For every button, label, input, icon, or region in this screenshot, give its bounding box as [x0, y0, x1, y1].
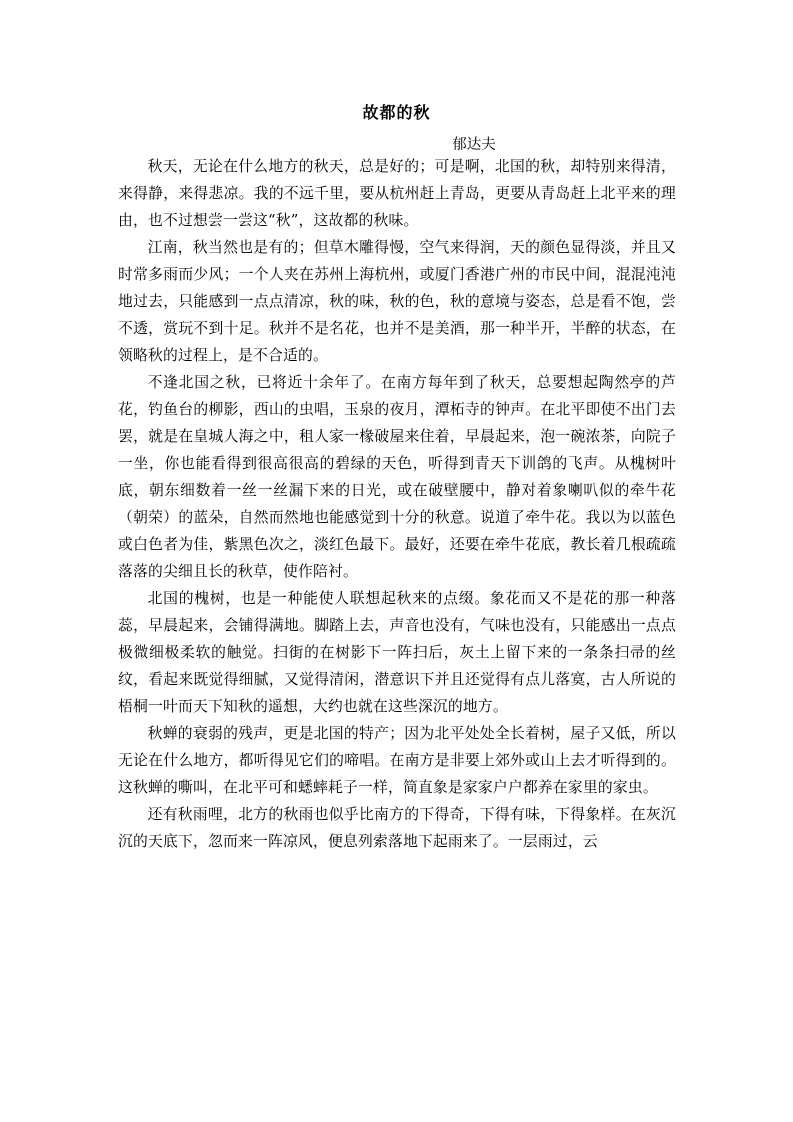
document-title: 故都的秋: [362, 103, 431, 122]
paragraph: 还有秋雨哩，北方的秋雨也似乎比南方的下得奇，下得有味，下得象样。在灰沉沉的天底下，忽而来一阵凉风，便息列索落地下起雨来了。一层雨过，云: [118, 806, 676, 850]
paragraph: 江南，秋当然也是有的；但草木雕得慢，空气来得润，天的颜色显得淡，并且又时常多雨而少风；一个人夹在苏州上海杭州，或厦门香港广州的市民中间，混混沌沌地过去，只能感到一点点清凉，秋的味，秋的色，秋的意境与姿态，总是看不饱，尝不透，赏玩不到十足。秋并不是名花，也并不是美酒，那一种半开，半醉的状态，在领略秋的过程上，是不合适的。: [118, 239, 676, 364]
paragraph: 秋天，无论在什么地方的秋天，总是好的；可是啊，北国的秋，却特别来得清，来得静，来得悲凉。我的不远千里，要从杭州赶上青岛，更要从青岛赶上北平来的理由，也不过想尝一尝这“秋”，这故都的秋味。: [118, 158, 676, 229]
paragraph: 不逢北国之秋，已将近十余年了。在南方每年到了秋天，总要想起陶然亭的芦花，钓鱼台的柳影，西山的虫唱，玉泉的夜月，潭柘寺的钟声。在北平即使不出门去罢，就是在皇城人海之中，租人家一椽破屋来住着，早晨起来，泡一碗浓茶，向院子一坐，你也能看得到很高很高的碧绿的天色，听得到青天下训鸽的飞声。从槐树叶底，朝东细数着一丝一丝漏下来的日光，或在破壁腰中，静对着象喇叭似的牵牛花（朝荣）的蓝朵，自然而然地也能感觉到十分的秋意。说道了牵牛花。我以为以蓝色或白色者为佳，紫黑色次之，淡红色最下。最好，还要在牵牛花底，教长着几根疏疏落落的尖细且长的秋草，使作陪衬。: [118, 374, 676, 580]
paragraph: 北国的槐树，也是一种能使人联想起秋来的点缀。象花而又不是花的那一种落蕊，早晨起来，会铺得满地。脚踏上去，声音也没有，气味也没有，只能感出一点点极微细极柔软的触觉。扫街的在树影下一阵扫后，灰土上留下来的一条条扫帚的丝纹，看起来既觉得细腻，又觉得清闲，潜意识下并且还觉得有点儿落寞，古人所说的梧桐一叶而天下知秋的遥想，大约也就在这些深沉的地方。: [118, 590, 676, 715]
paragraph: 秋蝉的衰弱的残声，更是北国的特产；因为北平处处全长着树，屋子又低，所以无论在什么地方，都听得见它们的啼唱。在南方是非要上郊外或山上去才听得到的。这秋蝉的嘶叫，在北平可和蟋蟀耗子一样，简直象是家家户户都养在家里的家虫。: [118, 725, 676, 796]
document-body: [118, 153, 676, 855]
author-name: 郁达夫: [452, 137, 496, 153]
